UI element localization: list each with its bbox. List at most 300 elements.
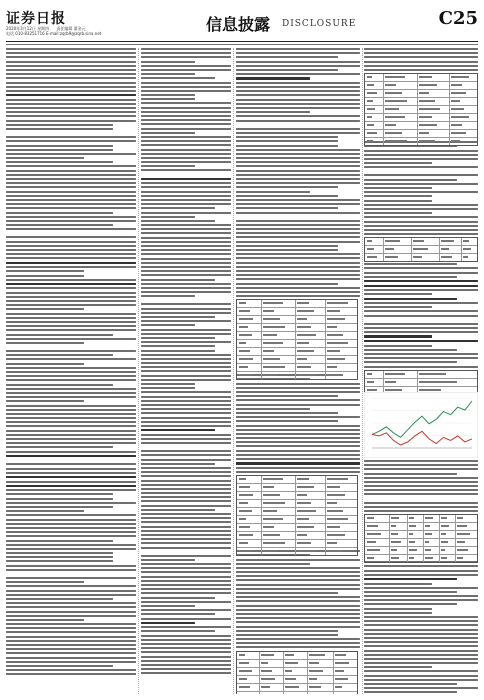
text-line xyxy=(141,350,215,352)
text-line xyxy=(6,527,136,529)
table-cell xyxy=(297,374,316,376)
table-cell xyxy=(239,374,252,376)
text-line xyxy=(141,90,231,92)
text-line xyxy=(364,310,478,312)
text-line xyxy=(141,295,195,297)
text-line xyxy=(141,324,195,326)
text-line xyxy=(6,270,84,272)
text-line xyxy=(141,475,231,477)
table-cell xyxy=(419,108,440,110)
text-line xyxy=(364,276,457,278)
text-line xyxy=(141,379,231,381)
text-line xyxy=(141,513,231,515)
text-line xyxy=(364,306,432,308)
text-line xyxy=(364,61,478,63)
text-line xyxy=(236,86,360,88)
text-line xyxy=(236,563,310,565)
table-cell xyxy=(285,678,296,680)
text-line xyxy=(6,409,136,411)
table-cell xyxy=(309,670,323,672)
text-line xyxy=(236,404,360,406)
text-line xyxy=(141,182,231,184)
text-line xyxy=(141,102,231,104)
text-line xyxy=(6,652,136,654)
text-line xyxy=(141,534,231,536)
text-line xyxy=(141,258,231,260)
table-cell xyxy=(451,84,462,86)
text-line xyxy=(364,285,478,287)
table-cell xyxy=(419,76,432,78)
table-cell xyxy=(441,517,447,519)
table-row xyxy=(237,540,357,548)
table-cell xyxy=(441,256,452,258)
text-line xyxy=(6,619,84,621)
table-cell xyxy=(409,541,415,543)
text-line xyxy=(236,266,360,268)
table-cell xyxy=(327,358,345,360)
text-line xyxy=(364,179,457,181)
text-line xyxy=(6,191,136,193)
text-line xyxy=(141,65,231,67)
text-line xyxy=(236,69,338,71)
text-line xyxy=(141,366,231,368)
text-line xyxy=(141,52,231,54)
text-line xyxy=(141,48,231,50)
text-line xyxy=(6,615,136,617)
text-line xyxy=(141,123,231,125)
text-line xyxy=(6,157,84,159)
text-line xyxy=(141,232,231,234)
table-cell xyxy=(239,334,252,336)
table-row xyxy=(237,684,357,692)
data-table xyxy=(364,237,478,262)
text-line xyxy=(141,450,231,452)
text-line xyxy=(364,52,478,54)
table-cell xyxy=(419,132,429,134)
chart-svg xyxy=(364,392,478,458)
text-line xyxy=(141,136,231,138)
table-cell xyxy=(419,140,435,142)
table-cell xyxy=(327,326,337,328)
text-line xyxy=(364,233,478,235)
table-cell xyxy=(419,84,437,86)
text-column-2 xyxy=(141,48,231,694)
text-line xyxy=(141,496,231,498)
text-line xyxy=(141,345,215,347)
text-line xyxy=(6,665,113,667)
table-cell xyxy=(263,374,277,376)
text-line xyxy=(141,517,231,519)
text-line xyxy=(236,220,360,222)
text-line xyxy=(6,257,136,259)
text-line xyxy=(236,638,360,640)
text-line xyxy=(6,304,136,306)
text-line xyxy=(6,354,113,356)
table-row xyxy=(237,484,357,492)
text-line xyxy=(6,77,136,79)
text-line xyxy=(141,526,231,528)
text-line xyxy=(6,153,136,155)
text-line xyxy=(141,303,231,305)
text-line xyxy=(141,609,231,611)
text-line xyxy=(6,52,136,54)
text-line xyxy=(141,199,231,201)
table-cell xyxy=(385,92,402,94)
table-row xyxy=(237,548,357,555)
table-cell xyxy=(309,662,319,664)
text-line xyxy=(141,98,195,100)
text-line xyxy=(6,485,136,487)
table-row xyxy=(365,82,477,90)
text-line xyxy=(141,668,231,670)
text-line xyxy=(6,565,136,567)
text-line xyxy=(141,308,231,310)
table-cell xyxy=(285,654,294,656)
text-line xyxy=(364,468,478,470)
text-line xyxy=(6,400,84,402)
text-line xyxy=(141,626,231,628)
table-cell xyxy=(441,525,449,527)
text-line xyxy=(236,592,338,594)
text-line xyxy=(6,115,136,117)
text-line xyxy=(6,329,136,331)
text-line xyxy=(6,581,84,583)
header-rule xyxy=(6,41,478,42)
table-cell xyxy=(441,557,447,559)
text-line xyxy=(6,174,136,176)
table-cell xyxy=(239,518,246,520)
text-line xyxy=(236,236,360,238)
text-line xyxy=(141,333,231,335)
table-cell xyxy=(239,326,248,328)
text-line xyxy=(364,679,478,681)
table-cell xyxy=(263,326,285,328)
text-line xyxy=(236,596,360,598)
text-line xyxy=(141,274,231,276)
text-line xyxy=(141,454,231,456)
table-cell xyxy=(451,132,466,134)
table-cell xyxy=(451,140,460,142)
table-cell xyxy=(425,525,430,527)
text-line xyxy=(141,660,231,662)
text-line xyxy=(6,82,136,84)
table-cell xyxy=(285,662,298,664)
text-line xyxy=(6,342,84,344)
table-cell xyxy=(367,541,376,543)
table-row xyxy=(237,308,357,316)
table-cell xyxy=(297,334,316,336)
text-line xyxy=(6,451,136,453)
text-line xyxy=(364,633,478,635)
text-column-4 xyxy=(364,48,478,694)
table-cell xyxy=(297,494,307,496)
text-line xyxy=(364,204,478,206)
text-line xyxy=(141,107,231,109)
text-line xyxy=(236,412,338,414)
text-line xyxy=(364,473,457,475)
text-line xyxy=(364,658,478,660)
text-line xyxy=(6,498,113,500)
text-line xyxy=(6,48,136,50)
text-line xyxy=(364,485,478,487)
text-line xyxy=(141,643,231,645)
text-line xyxy=(236,161,360,163)
table-row xyxy=(237,508,357,516)
table-cell xyxy=(239,318,253,320)
text-line xyxy=(236,245,338,247)
text-line xyxy=(236,609,360,611)
text-line xyxy=(364,506,478,508)
text-line xyxy=(236,178,360,180)
text-column-1 xyxy=(6,48,136,694)
text-line xyxy=(141,262,231,264)
text-line xyxy=(141,354,231,356)
text-line xyxy=(236,165,360,167)
text-line xyxy=(6,606,136,608)
text-line xyxy=(6,124,113,126)
text-line xyxy=(6,569,136,571)
text-line xyxy=(236,73,360,75)
text-line xyxy=(364,687,478,689)
section-title: 信息披露 xyxy=(206,15,271,34)
table-row xyxy=(365,539,477,547)
table-cell xyxy=(335,654,346,656)
table-cell xyxy=(327,518,348,520)
table-cell xyxy=(367,132,377,134)
text-line xyxy=(236,182,360,184)
table-cell xyxy=(441,240,454,242)
text-line xyxy=(6,212,113,214)
text-line xyxy=(6,489,136,491)
text-line xyxy=(141,576,231,578)
text-line xyxy=(141,542,231,544)
text-line xyxy=(6,438,136,440)
text-line xyxy=(364,670,478,672)
table-cell xyxy=(457,549,468,551)
text-line xyxy=(6,283,136,285)
table-cell xyxy=(451,124,462,126)
text-line xyxy=(364,229,478,231)
text-line xyxy=(141,82,231,84)
table-row xyxy=(237,356,357,364)
text-line xyxy=(364,221,478,223)
text-line xyxy=(236,212,360,214)
text-line xyxy=(141,237,231,239)
text-line xyxy=(6,317,136,319)
text-line xyxy=(364,345,432,347)
text-line xyxy=(236,257,360,259)
table-cell xyxy=(297,350,314,352)
text-line xyxy=(141,140,231,142)
table-cell xyxy=(367,100,373,102)
table-cell xyxy=(263,302,283,304)
table-cell xyxy=(239,478,246,480)
text-line xyxy=(236,191,310,193)
table-cell xyxy=(385,389,402,391)
text-line xyxy=(236,195,338,197)
table-cell xyxy=(261,670,272,672)
text-line xyxy=(6,207,136,209)
text-line xyxy=(141,597,215,599)
table-cell xyxy=(367,248,374,250)
table-cell xyxy=(327,510,343,512)
table-cell xyxy=(263,518,283,520)
table-cell xyxy=(263,358,280,360)
table-cell xyxy=(385,240,400,242)
text-line xyxy=(236,170,360,172)
contact-line: 电话 010-83251716 E-mail:zqrb9@zqrb.sina.net xyxy=(6,31,102,36)
table-cell xyxy=(327,494,345,496)
table-cell xyxy=(367,76,372,78)
text-line xyxy=(236,249,338,251)
text-line xyxy=(236,149,360,151)
text-line xyxy=(6,321,136,323)
text-line xyxy=(364,158,478,160)
table-row xyxy=(365,90,477,98)
text-line xyxy=(6,396,136,398)
text-line xyxy=(141,438,231,440)
text-line xyxy=(6,275,84,277)
table-cell xyxy=(335,686,342,688)
text-line xyxy=(236,278,360,280)
text-line xyxy=(141,592,231,594)
table-cell xyxy=(327,486,340,488)
text-line xyxy=(141,434,231,436)
masthead xyxy=(6,8,478,42)
data-table xyxy=(236,651,358,694)
table-row xyxy=(365,254,477,261)
text-line xyxy=(236,621,360,623)
text-line xyxy=(236,450,360,452)
text-line xyxy=(364,578,457,580)
text-line xyxy=(236,186,338,188)
text-line xyxy=(141,228,231,230)
text-line xyxy=(141,530,231,532)
text-line xyxy=(6,446,113,448)
column-divider xyxy=(362,48,363,694)
text-line xyxy=(6,182,136,184)
text-line xyxy=(141,144,231,146)
text-line xyxy=(6,262,136,264)
text-line xyxy=(364,357,478,359)
text-line xyxy=(236,82,360,84)
text-line xyxy=(141,442,231,444)
text-line xyxy=(6,94,136,96)
text-line xyxy=(141,270,231,272)
text-line xyxy=(236,120,360,122)
text-line xyxy=(364,323,478,325)
text-line xyxy=(6,510,84,512)
text-line xyxy=(141,559,195,561)
table-cell xyxy=(239,366,248,368)
table-cell xyxy=(385,116,405,118)
table-cell xyxy=(441,533,446,535)
table-cell xyxy=(409,525,416,527)
text-line xyxy=(141,149,231,151)
text-line xyxy=(141,605,195,607)
text-line xyxy=(236,462,360,464)
table-cell xyxy=(239,686,250,688)
text-line xyxy=(364,510,478,512)
table-cell xyxy=(297,502,311,504)
text-line xyxy=(6,216,136,218)
text-line xyxy=(364,289,478,291)
table-cell xyxy=(239,670,252,672)
text-line xyxy=(6,140,136,142)
text-line xyxy=(141,421,231,423)
text-line xyxy=(141,337,215,339)
table-row xyxy=(237,652,357,660)
text-line xyxy=(236,77,310,79)
text-line xyxy=(141,169,231,171)
text-line xyxy=(6,463,136,465)
table-cell xyxy=(297,526,314,528)
text-line xyxy=(6,661,136,663)
text-line xyxy=(236,52,360,54)
table-cell xyxy=(327,374,343,376)
text-line xyxy=(236,153,360,155)
table-cell xyxy=(419,100,435,102)
text-line xyxy=(364,212,432,214)
table-cell xyxy=(391,541,401,543)
text-line xyxy=(6,430,136,432)
text-line xyxy=(236,395,338,397)
text-line xyxy=(141,279,215,281)
table-cell xyxy=(297,358,307,360)
text-line xyxy=(141,584,231,586)
text-line xyxy=(364,645,478,647)
text-line xyxy=(6,241,136,243)
table-cell xyxy=(297,542,311,544)
table-cell xyxy=(367,116,372,118)
table-cell xyxy=(327,534,345,536)
text-line xyxy=(141,358,231,360)
data-table xyxy=(236,299,358,380)
text-line xyxy=(364,183,478,185)
text-line xyxy=(141,153,231,155)
text-line xyxy=(6,245,136,247)
text-line xyxy=(6,540,113,542)
text-line xyxy=(236,437,360,439)
text-line xyxy=(141,547,231,549)
table-cell xyxy=(367,124,374,126)
text-line xyxy=(6,535,136,537)
text-line xyxy=(6,585,136,587)
text-line xyxy=(236,203,360,205)
text-line xyxy=(6,636,136,638)
text-line xyxy=(364,280,478,282)
table-cell xyxy=(297,342,309,344)
table-cell xyxy=(451,76,469,78)
table-row xyxy=(237,532,357,540)
text-line xyxy=(236,65,360,67)
text-line xyxy=(6,308,84,310)
text-line xyxy=(236,617,360,619)
text-line xyxy=(236,454,360,456)
text-line xyxy=(364,174,478,176)
table-cell xyxy=(263,510,277,512)
table-cell xyxy=(239,310,250,312)
text-line xyxy=(236,61,360,63)
table-cell xyxy=(367,533,381,535)
text-line xyxy=(236,408,310,410)
table-cell xyxy=(367,84,374,86)
text-line xyxy=(364,675,478,677)
text-line xyxy=(6,199,136,201)
table-row xyxy=(237,476,357,484)
table-cell xyxy=(327,334,343,336)
text-line xyxy=(6,375,136,377)
